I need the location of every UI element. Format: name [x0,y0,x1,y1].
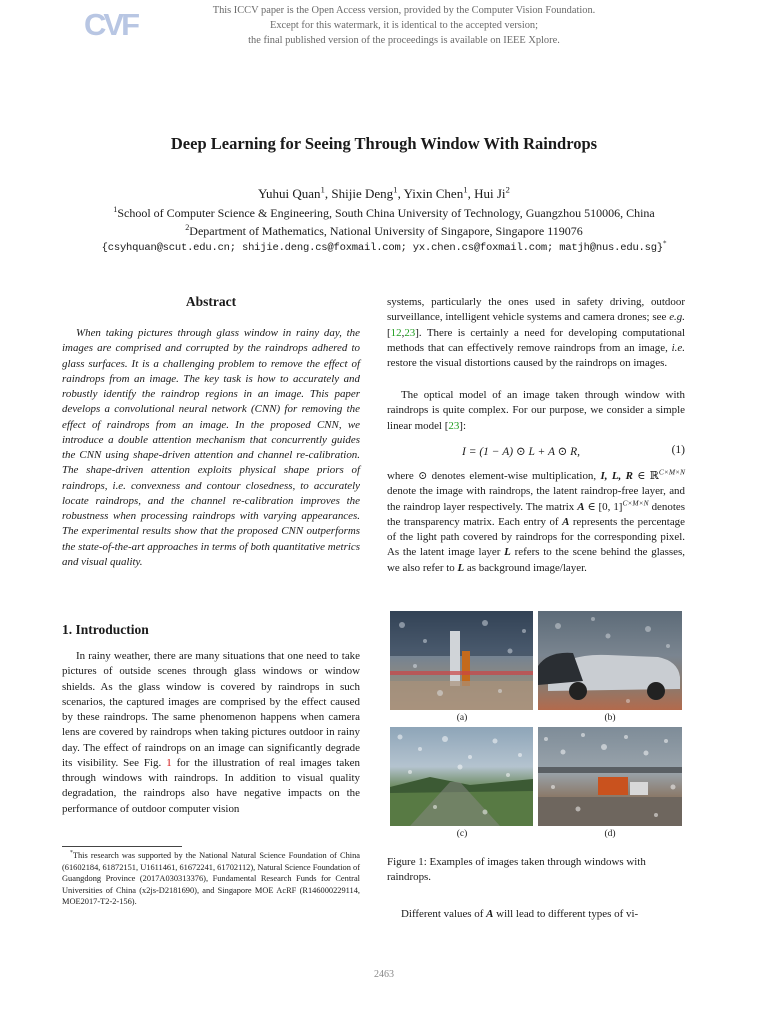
figure-image-a [390,611,533,710]
body-text: , [401,326,405,339]
footnote-text: This research was supported by the National Natural Science Foundation of China (61602184, 61872151, U1611461, 61672241, 61702112), Natural Science Foundation of Guangdong Province (2017A030313376), Fundamental Research Funds for Central Universities of China (x2js-D2181690), and Singapore MOE AcRF (R146000229114, MOE2017-T2-2-156). [62,851,360,907]
intro-text: for the illustration of real images taken through windows with raindrops. In addition to visual quality degradation, the raindrops also have negative impacts on the performance of outdoor computer vision [62,756,360,815]
body-text: ∈ [632,470,650,482]
body-text: [ [387,326,391,339]
affiliation-2 [0,224,768,239]
figure-image-b [538,611,682,710]
body-text: systems, particularly the ones used in safety driving, outdoor surveillance, intelligent vehicle systems and camera drones; see [387,296,685,324]
body-text: ∈ [0, 1] [584,500,623,513]
open-access-banner [150,3,658,48]
body-text: will lead to different types of vi- [493,908,639,920]
affiliation-mark: 1 [113,205,118,214]
intro-paragraph-continued [387,295,685,371]
subcaption-b: (b) [604,713,616,723]
equation-body: I = (1 − A) ⊙ L + A ⊙ R, [462,446,581,458]
banner-line-2: Except for this watermark, it is identical to the accepted version; [269,20,539,31]
subcaption-d: (d) [604,829,616,839]
author-emails [0,239,768,254]
math-variable: A [486,908,494,920]
body-text: denote the image with raindrops, the latent raindrop-free layer, and the raindrop layer respectively. The matrix [387,485,685,513]
email-list: {csyhquan@scut.edu.cn; shijie.deng.cs@foxmail.com; yx.chen.cs@foxmail.com; matjh@nus.edu.sg} [101,242,663,254]
author-name: Shijie Deng [331,186,394,201]
author-name: Yuhui Quan [258,186,321,201]
body-text: refers to the scene behind the glasses, we also refer to [387,546,685,574]
math-superscript: C×M×N [622,497,649,507]
author-affiliation-mark: 2 [505,184,510,195]
citation-link[interactable]: 23 [448,419,460,432]
author-affiliation-mark: 1 [393,184,398,195]
equation-1 [387,444,685,460]
closing-paragraph [387,907,685,922]
banner-line-1: This ICCV paper is the Open Access version, provided by the Computer Vision Foundation. [212,5,596,16]
body-text: where ⊙ denotes element-wise multiplication, [387,470,601,482]
body-text: ]: [459,419,466,432]
author-name: Yixin Chen [403,186,464,201]
math-variable: A [562,515,570,528]
affiliation-text: School of Computer Science & Engineering, South China University of Technology, Guangzhou 510006, China [117,206,655,220]
figure-caption: Figure 1: Examples of images taken through windows with raindrops. [387,856,646,884]
math-symbol: ℝ [649,470,659,482]
subcaption-c: (c) [456,829,468,839]
math-superscript: C×M×N [658,467,685,477]
model-paragraph [387,388,685,434]
citation-link[interactable]: 12 [390,326,402,339]
author-name: Hui Ji [474,186,506,201]
body-text: as background image/layer. [464,561,587,574]
cvf-logo-text: CVF [84,7,137,40]
body-text: represents the percentage of the light path covered by raindrops for the corresponding pixel. As the latent image layer [387,515,685,559]
body-text: i.e. [671,341,685,354]
math-variables: I, L, R [600,470,633,482]
body-text: e.g. [669,311,685,324]
abstract-heading: Abstract [185,294,237,309]
author-affiliation-mark: 1 [320,184,325,195]
body-text: The optical model of an image taken through window with raindrops is quite complex. For our purpose, we consider a simple linear model [ [387,389,685,432]
author-list: Yuhui Quan$^1$, Shijie Deng$^1$, Yixin Chen$^1$, Hui Ji$^2$ [258,184,510,201]
equation-number: (1) [671,444,685,456]
figure-image-d [538,727,682,826]
author-affiliation-mark: 1 [463,184,468,195]
body-text: restore the visual distortions caused by the raindrops on images. [387,357,668,369]
body-text: ]. There is certainly a need for developing computational methods that can effectively remove raindrops from an image, [387,326,685,354]
footnote-mark: * [662,239,667,248]
citation-link[interactable]: 23 [404,326,416,339]
subcaption-a: (a) [456,713,468,723]
footnote-mark: * [70,850,73,857]
intro-text: In rainy weather, there are many situations that one need to take pictures of outside scenes through glass windows or window shields. As the glass window is covered by raindrops in such scenarios, the captured images are comprised by the effect caused by these raindrops. The same phenomenon happens when camera lens are covered by raindrops when taking pictures outdoor in rainy day. The effect of raindrops on an image can significantly degrade its visibility. See Fig. [62,650,360,769]
math-variable: L [457,561,465,574]
figure-reference-link[interactable]: 1 [166,756,172,769]
affiliation-text: Department of Mathematics, National University of Singapore, Singapore 119076 [189,224,583,238]
abstract-text: When taking pictures through glass window in rainy day, the images are comprised and corrupted by the raindrops adhered to glass surfaces. It is a challenging problem to remove the effect of raindrops from an image. The key task is how to accurately and robustly identify the raindrop regions in an image. This paper develops a convolutional neural network (CNN) for removing the effect of raindrops from an image. In the proposed CNN, we introduce a double attention mechanism that concurrently guides the CNN using shape-driven attention and channel re-calibration. The shape-driven attention exploits physical shape priors of raindrops, i.e. convexness and contour closedness, to accurately locate raindrops, and the channel re-calibration improves the robustness when processing raindrops with varying appearances. The experimental results show that the proposed CNN outperforms the state-of-the-art approaches in terms of both quantitative metrics and visual quality. [62,327,360,568]
math-variable: L [504,546,511,559]
funding-footnote [62,850,360,908]
model-explanation-paragraph [387,469,685,576]
body-text: Different values of [401,908,487,920]
paper-title: Deep Learning for Seeing Through Window With Raindrops [170,134,598,153]
footnote-rule [62,846,182,847]
intro-paragraph [62,649,360,817]
section-heading-introduction: 1. Introduction [62,622,149,637]
math-variable: A [577,500,585,513]
affiliation-1 [0,206,768,221]
cvf-logo [84,6,144,40]
figure-image-c [390,727,533,826]
page-number: 2463 [374,969,394,980]
affiliation-mark: 2 [185,223,190,232]
body-text: denotes the transparency matrix. Each entry of [387,500,685,528]
banner-line-3: the final published version of the proceedings is available on IEEE Xplore. [248,35,560,46]
